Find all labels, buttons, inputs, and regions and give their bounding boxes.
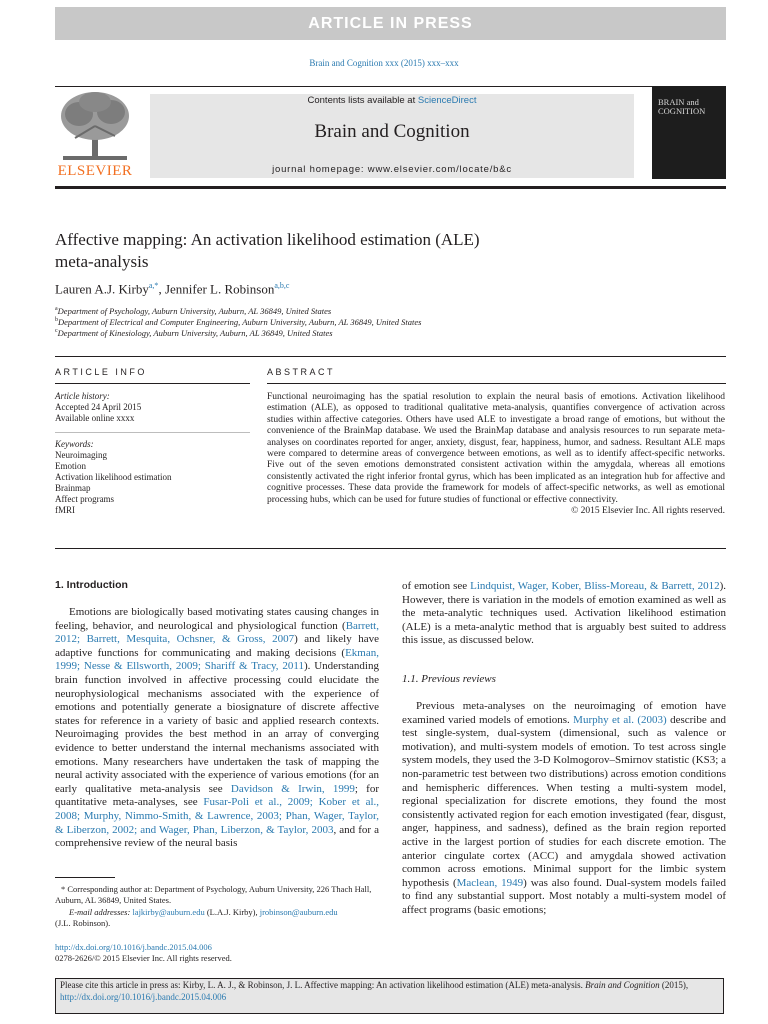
journal-citation-link[interactable]: Brain and Cognition xxx (2015) xxx–xxx	[309, 58, 459, 68]
keyword: fMRI	[55, 505, 75, 515]
subsection-heading-previous-reviews: 1.1. Previous reviews	[402, 673, 496, 685]
cite-doi-link[interactable]: http://dx.doi.org/10.1016/j.bandc.2015.04.006	[60, 992, 227, 1002]
affil-sup: a	[55, 306, 58, 313]
affil-text: Department of Psychology, Auburn University, Auburn, AL 36849, United States	[57, 306, 332, 316]
corresponding-author-footnote: * Corresponding author at: Department of Psychology, Auburn University, 226 Thach Hall, Auburn, AL 36849, United States.	[55, 884, 372, 905]
keyword: Brainmap	[55, 483, 91, 493]
footnote-rule	[55, 877, 115, 878]
issn-line: 0278-2626/© 2015 Elsevier Inc. All rights reserved.	[55, 953, 232, 963]
cover-line1: BRAIN and	[658, 97, 699, 107]
intro-paragraph-1-continued	[402, 580, 726, 648]
text-run: ; for quantitative meta-analyses, see	[55, 782, 379, 809]
affil-sup: b	[55, 317, 58, 324]
abstract-copyright: © 2015 Elsevier Inc. All rights reserved.	[571, 506, 725, 517]
citation-link[interactable]: Murphy et al. (2003)	[573, 713, 667, 726]
email-owner: (J.L. Robinson).	[55, 918, 111, 928]
keyword: Affect programs	[55, 494, 115, 504]
affiliation-c	[55, 328, 333, 338]
email-label: E-mail addresses:	[69, 907, 133, 917]
author-affiliation-sup[interactable]: a,*	[148, 281, 159, 290]
cite-text: (2015),	[659, 980, 689, 990]
keywords-label: Keywords:	[55, 439, 94, 449]
citation-link[interactable]: Fusar-Poli et al., 2009; Kober et al., 2008; Murphy, Nimmo-Smith, & Lawrence, 2003; Phan, Wager, Taylor, & Liberzon, 2002; and Wager, Phan, Liberzon, & Taylor, 2003	[55, 796, 380, 836]
header-bottom-rule	[55, 186, 726, 189]
title-line2: meta-analysis	[55, 252, 149, 271]
cover-line2: COGNITION	[658, 106, 706, 116]
article-in-press-banner: ARTICLE IN PRESS	[55, 7, 726, 40]
citation-link[interactable]: Maclean, 1949	[456, 876, 524, 889]
citation-link[interactable]: Lindquist, Wager, Kober, Bliss-Moreau, & Barrett, 2012	[470, 580, 720, 592]
text-run: Previous meta-analyses on the neuroimaging of emotion have examined varied models of emotions.	[402, 700, 726, 726]
intro-paragraph-1	[55, 606, 379, 851]
publisher-name: ELSEVIER	[57, 163, 133, 179]
article-info-heading: ARTICLE INFO	[55, 367, 147, 377]
abstract-text: Functional neuroimaging has the spatial resolution to explain the neural basis of emotions. Activation likelihood estimation (ALE), as opposed to traditional qualitative meta-analysis, quantifies convergence of activation across studies within affective categories. Others have used ALE to investigate a broad range of emotions, but without the convenience of the BrainMap database. We used the BrainMap database and analysis resources to run separate meta-analyses on coordinates reported for anger, anxiety, disgust, fear, happiness, humor, and sadness. Resultant ALE maps were compared to determine areas of convergence between emotions, as well as to identify affect-specific networks. Five out of the seven emotions demonstrated consistent activation within the amygdala, whereas all emotions consistently activated the right inferior frontal gyrus, which has been implicated as an integration hub for affective and cognitive processes. These data provide the framework for models of affect-specific networks, as well as emotional processing hubs, which can be used for future studies of functional or effective connectivity.	[267, 392, 725, 505]
sciencedirect-link[interactable]: ScienceDirect	[417, 95, 477, 106]
online-date: Available online xxxx	[55, 413, 135, 423]
contents-line	[150, 95, 634, 106]
section-rule	[55, 356, 726, 357]
journal-cover-image	[652, 86, 726, 179]
accepted-date: Accepted 24 April 2015	[55, 402, 142, 412]
doi-line	[55, 942, 380, 953]
email-link[interactable]: lajkirby@auburn.edu	[132, 907, 205, 917]
abstract-heading: ABSTRACT	[267, 367, 336, 377]
body-rule	[55, 548, 726, 549]
email-footnote	[55, 907, 380, 929]
email-link[interactable]: jrobinson@auburn.edu	[259, 907, 338, 917]
cite-journal: Brain and Cognition	[585, 980, 660, 990]
affil-text: Department of Electrical and Computer Engineering, Auburn University, Auburn, AL 36849, United States	[58, 317, 422, 327]
affiliation-a	[55, 306, 331, 316]
journal-homepage[interactable]: journal homepage: www.elsevier.com/locate/b&c	[272, 164, 512, 175]
text-run: describe and test single-system, dual-system (dimensional, such as valence or motivation), and multi-system models of emotion. To test across single system models, they used the 3-D Kolmogorov–Smirnov statistic (KS3; a non-parametric test between two distributions) across emotion conditions and hemispheric differences. When testing a multi-system model, regional specialization for discrete emotions, they found the most consistently activated region for each emotion investigated (fear, disgust, anger, happiness, and sadness), defined as the brain region reported active in the largest portion of studies for each discrete emotion. The anterior cingulate cortex (ACC) and amygdala showed activation common across emotions. Minimal support for the limbic system hypothesis (	[402, 713, 727, 889]
info-divider	[55, 432, 250, 433]
text-run: of emotion see	[402, 580, 471, 592]
abstract-body	[267, 392, 725, 517]
email-owner: (L.A.J. Kirby),	[204, 907, 260, 917]
contents-prefix: Contents lists available at	[307, 95, 418, 106]
citation-link[interactable]: Barrett, 2012; Barrett, Mesquita, Ochsner, & Gross, 2007	[55, 619, 379, 646]
cite-text: Please cite this article in press as: Kirby, L. A. J., & Robinson, J. L. Affective mapping: An activation likelihood estimation (ALE) meta-analysis.	[60, 980, 586, 990]
keywords-block	[55, 439, 171, 516]
previous-reviews-paragraph	[402, 700, 726, 918]
journal-title: Brain and Cognition	[314, 121, 470, 142]
text-run: ). Understanding brain function involved in affective processing could elucidate the neurophysiological mechanisms associated with the experience of emotions and potentially generate a biosignature of discrete affective states for reference in a variety of basic and applied research contexts. Neuroimaging provides the best method in an array of converging evidence to better understand the internal mechanisms associated with emotions. Many researchers have undertaken the task of mapping the neural activity associated with the experience of various emotions (for an early qualitative meta-analysis see	[55, 660, 379, 795]
text-run: ). However, there is variation in the models of emotion examined as well as the meta-analytic techniques used. Activation likelihood estimation (ALE) is a meta-analytic method that is arguably best suited to address this issue, as discussed below.	[402, 580, 726, 647]
title-line1: Affective mapping: An activation likelihood estimation (ALE)	[55, 230, 480, 249]
affiliation-b	[55, 317, 421, 327]
citation-link[interactable]: Ekman, 1999; Nesse & Ellsworth, 2009; Shariff & Tracy, 2011	[55, 646, 379, 673]
author-affiliation-sup[interactable]: a,b,c	[274, 281, 290, 290]
text-run: Emotions are biologically based motivating states causing changes in feeling, behavior, and neurological and physiological function (	[55, 606, 379, 632]
section-heading-introduction: 1. Introduction	[55, 579, 128, 591]
citation-link[interactable]: Davidson & Irwin, 1999	[230, 782, 355, 795]
history-label: Article history:	[55, 391, 110, 401]
header-top-rule	[55, 86, 726, 87]
author-name: Jennifer L. Robinson	[164, 281, 275, 297]
affil-text: Department of Kinesiology, Auburn University, Auburn, AL 36849, United States	[57, 328, 333, 338]
text-run: , and for a comprehensive review of the neural basis	[55, 823, 379, 850]
text-run: ) was also found. Dual-system models failed to find any substantial support. Most notably a multi-system model of affect programs (basic emotions;	[402, 876, 726, 916]
doi-link[interactable]: http://dx.doi.org/10.1016/j.bandc.2015.04.006	[55, 942, 212, 952]
text-run: ) and likely have adaptive functions for communicating and making decisions (	[55, 633, 379, 659]
citation-box	[55, 978, 724, 1014]
cover-text	[658, 98, 705, 116]
info-rule	[55, 383, 250, 384]
abstract-rule	[267, 383, 726, 384]
author-name: Lauren A.J. Kirby	[55, 281, 149, 297]
author-list: Lauren A.J. Kirby$^{a,*}$, Jennifer L. Robinson$^{a,b,c}$	[55, 281, 290, 297]
keyword: Emotion	[55, 461, 86, 471]
article-title	[55, 229, 655, 273]
keyword: Activation likelihood estimation	[55, 472, 172, 482]
affil-sup: c	[55, 328, 58, 335]
keyword: Neuroimaging	[55, 450, 107, 460]
article-history	[55, 391, 141, 424]
